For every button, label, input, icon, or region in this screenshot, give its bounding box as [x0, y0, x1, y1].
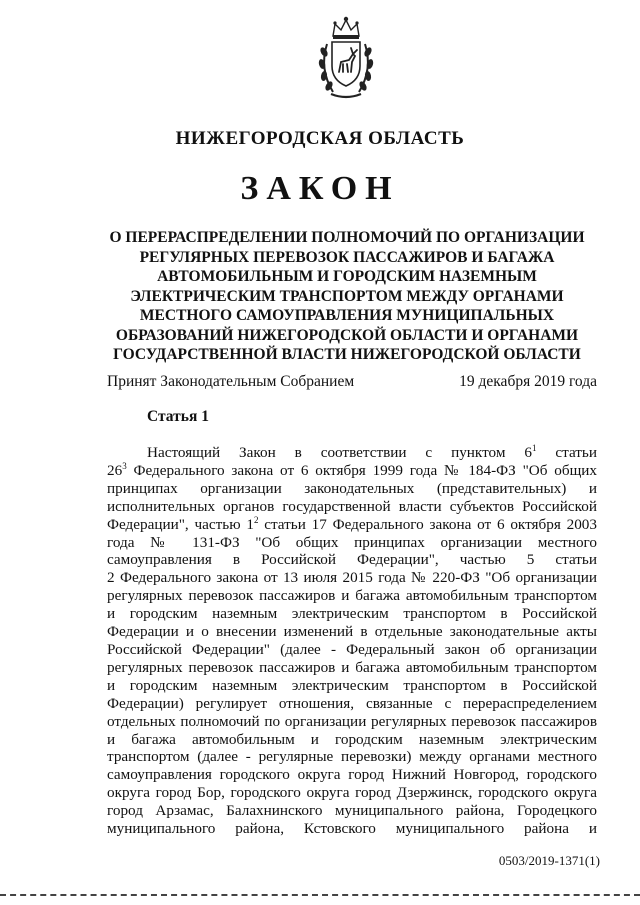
body-line-text: Федерации и о внесении изменений в отдельные законодательные акты	[107, 623, 597, 641]
body-line-text: регулярных перевозок пассажиров и багажа автомобильным транспортом	[107, 587, 597, 605]
body-line	[107, 748, 597, 766]
body-line	[107, 569, 597, 587]
body-line	[107, 587, 597, 605]
title-line: ГОСУДАРСТВЕННОЙ ВЛАСТИ НИЖЕГОРОДСКОЙ ОБЛАСТИ	[113, 346, 581, 363]
body-line	[107, 605, 597, 623]
body-line-text: округа город Бор, городского округа город Дзержинск, городского округа	[107, 784, 597, 802]
title-line: АВТОМОБИЛЬНЫМ И ГОРОДСКИМ НАЗЕМНЫМ	[157, 268, 537, 285]
body-line	[107, 713, 597, 731]
document-code: 0503/2019-1371(1)	[498, 853, 600, 868]
body-line-text: Настоящий Закон в соответствии с пунктом 6	[147, 444, 532, 461]
body-line	[107, 551, 597, 569]
body-line-text: муниципального района, Кстовского муниципального района и	[107, 820, 597, 838]
superscript: 3	[122, 460, 127, 471]
body-line-text: и городским наземным электрическим транспортом в Российской	[107, 605, 597, 623]
body-line-text: отдельных полномочий по организации регулярных перевозок пассажиров	[107, 712, 597, 730]
body-line	[107, 623, 597, 641]
body-line	[107, 677, 597, 695]
region-heading: НИЖЕГОРОДСКАЯ ОБЛАСТЬ	[175, 128, 465, 149]
body-line-text: Российской Федерации" (далее - Федеральный закон об организации	[107, 640, 597, 658]
body-line	[107, 480, 597, 498]
article-body	[107, 444, 597, 838]
body-line-text: и багажа автомобильным и городским наземным электрическим	[107, 730, 597, 748]
body-line	[107, 444, 597, 462]
body-line-text: 26	[107, 461, 123, 479]
body-line	[107, 534, 597, 552]
title-line: РЕГУЛЯРНЫХ ПЕРЕВОЗОК ПАССАЖИРОВ И БАГАЖА	[139, 248, 555, 266]
superscript: 1	[531, 443, 537, 453]
superscript: 2	[253, 514, 259, 525]
body-line	[107, 516, 597, 534]
body-line	[107, 659, 597, 677]
body-line	[107, 766, 597, 784]
body-line	[107, 731, 597, 749]
document-type-heading: ЗАКОН	[240, 170, 400, 207]
body-line-text: статьи 17 Федерального закона от 6 октября 2003	[258, 515, 597, 533]
body-line-text: статьи	[536, 444, 597, 461]
body-line	[107, 498, 597, 516]
body-line-text: регулярных перевозок пассажиров и багажа автомобильным транспортом	[107, 658, 597, 676]
adoption-date: 19 декабря 2019 года	[459, 373, 597, 390]
title-line: ЭЛЕКТРИЧЕСКИМ ТРАНСПОРТОМ МЕЖДУ ОРГАНАМИ	[130, 287, 564, 305]
body-line-text: 2 Федерального закона от 13 июля 2015 года № 220-ФЗ "Об организации	[107, 569, 597, 587]
body-line	[107, 695, 597, 713]
coat-of-arms-emblem	[313, 14, 379, 102]
body-line-text: и городским наземным электрическим транспортом в Российской	[107, 676, 597, 694]
body-line-text: самоуправления городского округа город Нижний Новгород, городского	[107, 766, 597, 784]
body-line-text: Федерации", частью 1	[107, 515, 254, 533]
article-heading: Статья 1	[147, 408, 209, 425]
page-bottom-rule	[0, 894, 640, 898]
adoption-text: Принят Законодательным Собранием	[107, 373, 355, 390]
body-line-text: принципах организации законодательных (представительных) и	[107, 479, 597, 497]
body-line-text: года № 131-ФЗ "Об общих принципах организации местного	[107, 533, 597, 551]
body-line	[107, 462, 597, 480]
body-line-text: транспортом (далее - регулярные перевозки) между органами местного	[107, 748, 597, 766]
adoption-line	[107, 373, 597, 391]
body-line	[107, 820, 597, 838]
law-title	[100, 228, 594, 365]
body-line-text: самоуправления в Российской Федерации", частью 5 статьи	[107, 551, 597, 569]
body-line-text: Федерации) регулирует отношения, связанные с перераспределением	[107, 694, 597, 712]
body-line	[107, 802, 597, 820]
title-line: МЕСТНОГО САМОУПРАВЛЕНИЯ МУНИЦИПАЛЬНЫХ	[139, 307, 555, 324]
title-line: ОБРАЗОВАНИЙ НИЖЕГОРОДСКОЙ ОБЛАСТИ И ОРГАНАМИ	[115, 326, 579, 344]
body-line	[107, 784, 597, 802]
body-line-text: город Арзамас, Балахнинского муниципального района, Городецкого	[107, 802, 597, 820]
body-line-text: Федерального закона от 6 октября 1999 года № 184-ФЗ "Об общих	[126, 461, 597, 479]
body-line	[107, 641, 597, 659]
body-line-text: исполнительных органов государственной власти субъектов Российской	[107, 497, 597, 515]
title-line: О ПЕРЕРАСПРЕДЕЛЕНИИ ПОЛНОМОЧИЙ ПО ОРГАНИЗАЦИИ	[109, 229, 585, 246]
